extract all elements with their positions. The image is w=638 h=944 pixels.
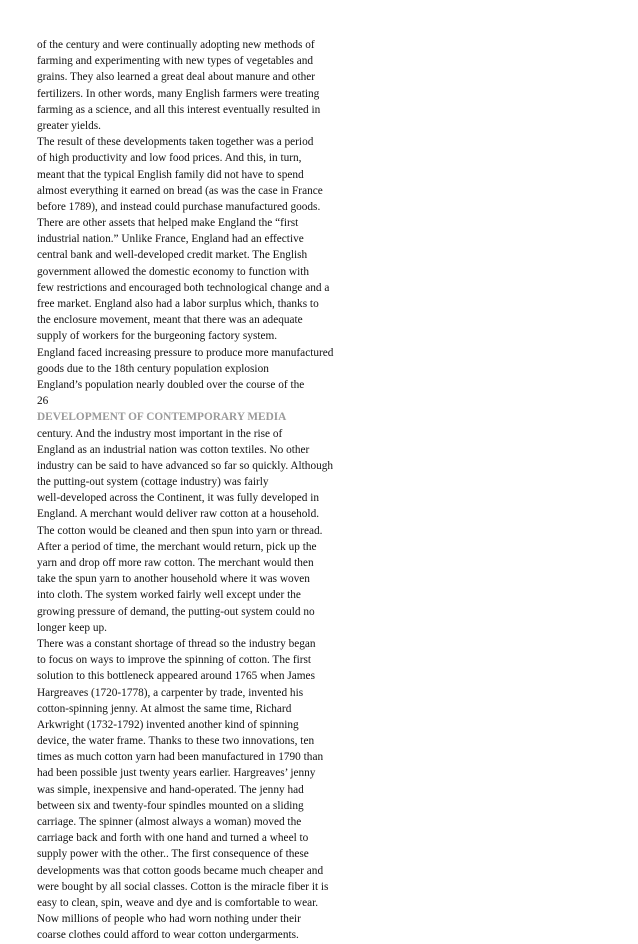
text-line: take the spun yarn to another household where it was woven: [37, 573, 310, 586]
text-line: coarse clothes could afford to wear cotton undergarments.: [37, 929, 299, 942]
text-line: Arkwright (1732-1792) invented another kind of spinning: [37, 718, 299, 731]
text-line: There was a constant shortage of thread so the industry began: [37, 637, 316, 650]
text-line: device, the water frame. Thanks to these two innovations, ten: [37, 735, 315, 748]
text-line: well-developed across the Continent, it was fully developed in: [37, 492, 320, 505]
text-line: century. And the industry most important in the rise of: [37, 427, 283, 440]
text-line: grains. They also learned a great deal about manure and other: [37, 71, 316, 84]
text-line: England. A merchant would deliver raw cotton at a household.: [37, 508, 320, 521]
text-line: the enclosure movement, meant that there was an adequate: [37, 314, 303, 327]
text-line: carriage. The spinner (almost always a woman) moved the: [37, 816, 302, 828]
text-line: before 1789), and instead could purchase manufactured goods.: [37, 200, 321, 213]
text-line: fertilizers. In other words, many English farmers were treating: [37, 87, 320, 100]
body-text: [37, 37, 357, 944]
text-line: few restrictions and encouraged both technological change and a: [37, 281, 330, 294]
text-line: greater yields.: [37, 119, 101, 132]
text-line: were bought by all social classes. Cotton is the miracle fiber it is: [37, 880, 329, 893]
text-line: times as much cotton yarn had been manufactured in 1790 than: [37, 751, 324, 764]
text-line: farming and experimenting with new types of vegetables and: [37, 55, 314, 68]
text-line: of the century and were continually adopting new methods of: [37, 39, 315, 51]
text-line: into cloth. The system worked fairly well except under the: [37, 589, 301, 602]
text-line: England as an industrial nation was cotton textiles. No other: [37, 443, 310, 456]
text-line: growing pressure of demand, the putting-out system could no: [37, 605, 315, 618]
text-line: industrial nation.” Unlike France, England had an effective: [37, 233, 304, 246]
text-line: free market. England also had a labor surplus which, thanks to: [37, 298, 319, 310]
text-line: Now millions of people who had worn nothing under their: [37, 913, 301, 926]
text-line: goods due to the 18th century population explosion: [37, 362, 269, 375]
text-line: to focus on ways to improve the spinning of cotton. The first: [37, 654, 312, 667]
text-line: Hargreaves (1720-1778), a carpenter by trade, invented his: [37, 686, 304, 699]
text-line: central bank and well-developed credit market. The English: [37, 249, 308, 262]
text-line: farming as a science, and all this interest eventually resulted in: [37, 103, 321, 116]
text-line: the putting-out system (cottage industry) was fairly: [37, 476, 269, 489]
text-line: England’s population nearly doubled over the course of the: [37, 378, 305, 391]
text-line: England faced increasing pressure to produce more manufactured: [37, 346, 334, 359]
text-line: almost everything it earned on bread (as was the case in France: [37, 184, 323, 197]
text-line: between six and twenty-four spindles mounted on a sliding: [37, 799, 304, 812]
text-line: After a period of time, the merchant would return, pick up the: [37, 540, 317, 553]
text-line: The result of these developments taken together was a period: [37, 136, 314, 149]
text-line: was simple, inexpensive and hand-operated. The jenny had: [37, 783, 304, 796]
text-line: The cotton would be cleaned and then spun into yarn or thread.: [37, 524, 323, 537]
text-line: developments was that cotton goods became much cheaper and: [37, 864, 324, 877]
text-line: yarn and drop off more raw cotton. The merchant would then: [37, 557, 314, 569]
text-line: had been possible just twenty years earlier. Hargreaves’ jenny: [37, 767, 316, 780]
running-header: DEVELOPMENT OF CONTEMPORARY MEDIA: [37, 411, 287, 424]
text-line: industry can be said to have advanced so far so quickly. Although: [37, 459, 334, 472]
text-line: There are other assets that helped make England the “first: [37, 217, 299, 230]
text-line: solution to this bottleneck appeared around 1765 when James: [37, 670, 315, 683]
text-line: easy to clean, spin, weave and dye and is comfortable to wear.: [37, 896, 319, 909]
text-line: of high productivity and low food prices. And this, in turn,: [37, 152, 302, 165]
page-number: 26: [37, 395, 49, 408]
text-line: cotton-spinning jenny. At almost the same time, Richard: [37, 702, 292, 715]
text-line: government allowed the domestic economy to function with: [37, 265, 310, 278]
text-line: supply of workers for the burgeoning factory system.: [37, 330, 278, 343]
text-line: longer keep up.: [37, 621, 107, 634]
text-line: supply power with the other.. The first consequence of these: [37, 848, 309, 861]
text-line: meant that the typical English family did not have to spend: [37, 168, 304, 181]
text-line: carriage back and forth with one hand and turned a wheel to: [37, 832, 309, 845]
